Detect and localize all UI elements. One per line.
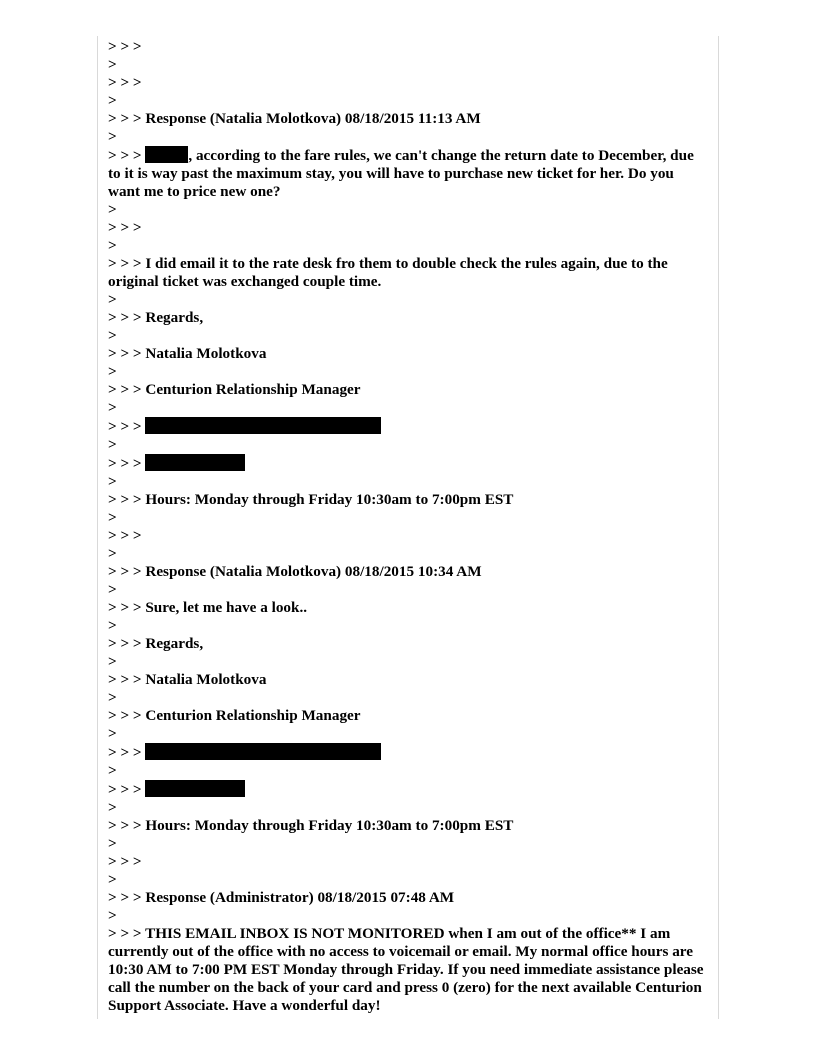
quote-line: > > >: [108, 527, 142, 544]
signature-phone: [108, 454, 708, 473]
response-body: > > > Sure, let me have a look..: [108, 599, 308, 616]
blank-quote-line: >: [108, 291, 117, 308]
response-body: > > > THIS EMAIL INBOX IS NOT MONITORED when I am out of the office** I am currently out of the office with no access to voicemail or email. My normal office hours are 10:30 AM to 7:00 PM EST Monday through Friday. If you need immediate assistance please call the number on the back of your card and press 0 (zero) for the next available Centurion Support Associate. Have a wonderful day!: [108, 925, 708, 1014]
redacted-phone: [145, 454, 245, 471]
quote-prefix: > > >: [108, 781, 142, 798]
response-body-text: , according to the fare rules, we can't change the return date to December, due to it is way past the maximum stay, you will have to purchase new ticket for her. Do you want me to price new one?: [108, 147, 698, 200]
blank-quote-line: >: [108, 436, 117, 453]
blank-quote-line: >: [108, 689, 117, 706]
blank-quote-line: >: [108, 56, 117, 73]
blank-quote-line: >: [108, 399, 117, 416]
blank-quote-line: >: [108, 363, 117, 380]
quote-line: > > >: [108, 853, 142, 870]
response-follow-up: > > > I did email it to the rate desk fro them to double check the rules again, due to the original ticket was exchanged couple time.: [108, 255, 672, 290]
quote-prefix: > > >: [108, 455, 142, 472]
signature-hours: > > > Hours: Monday through Friday 10:30am to 7:00pm EST: [108, 817, 514, 834]
quote-prefix: > > >: [108, 744, 142, 761]
blank-quote-line: >: [108, 128, 117, 145]
signature-hours: > > > Hours: Monday through Friday 10:30am to 7:00pm EST: [108, 491, 514, 508]
response-header: > > > Response (Natalia Molotkova) 08/18/2015 11:13 AM: [108, 110, 481, 127]
signature-name: > > > Natalia Molotkova: [108, 671, 267, 688]
blank-quote-line: >: [108, 725, 117, 742]
signature-regards: > > > Regards,: [108, 309, 204, 326]
signature-phone: [108, 780, 708, 799]
blank-quote-line: >: [108, 201, 117, 218]
blank-quote-line: >: [108, 653, 117, 670]
redacted-name: [145, 146, 188, 163]
blank-quote-line: >: [108, 762, 117, 779]
redacted-phone: [145, 780, 245, 797]
signature-title: > > > Centurion Relationship Manager: [108, 381, 361, 398]
blank-quote-line: >: [108, 237, 117, 254]
signature-contact: [108, 743, 708, 762]
quote-line: > > >: [108, 38, 142, 55]
signature-name: > > > Natalia Molotkova: [108, 345, 267, 362]
response-header: > > > Response (Administrator) 08/18/2015 07:48 AM: [108, 889, 455, 906]
blank-quote-line: >: [108, 92, 117, 109]
quote-prefix: > > >: [108, 418, 142, 435]
redacted-contact: [145, 417, 381, 434]
blank-quote-line: >: [108, 907, 117, 924]
quote-line: > > >: [108, 219, 142, 236]
blank-quote-line: >: [108, 327, 117, 344]
quote-line: > > >: [108, 74, 142, 91]
blank-quote-line: >: [108, 799, 117, 816]
email-thread: [108, 38, 708, 1015]
quote-prefix: > > >: [108, 147, 142, 164]
blank-quote-line: >: [108, 871, 117, 888]
signature-regards: > > > Regards,: [108, 635, 204, 652]
blank-quote-line: >: [108, 581, 117, 598]
blank-quote-line: >: [108, 509, 117, 526]
response-body: [108, 146, 708, 201]
blank-quote-line: >: [108, 545, 117, 562]
blank-quote-line: >: [108, 617, 117, 634]
blank-quote-line: >: [108, 473, 117, 490]
signature-title: > > > Centurion Relationship Manager: [108, 707, 361, 724]
redacted-contact: [145, 743, 381, 760]
response-header: > > > Response (Natalia Molotkova) 08/18/2015 10:34 AM: [108, 563, 482, 580]
blank-quote-line: >: [108, 835, 117, 852]
signature-contact: [108, 417, 708, 436]
